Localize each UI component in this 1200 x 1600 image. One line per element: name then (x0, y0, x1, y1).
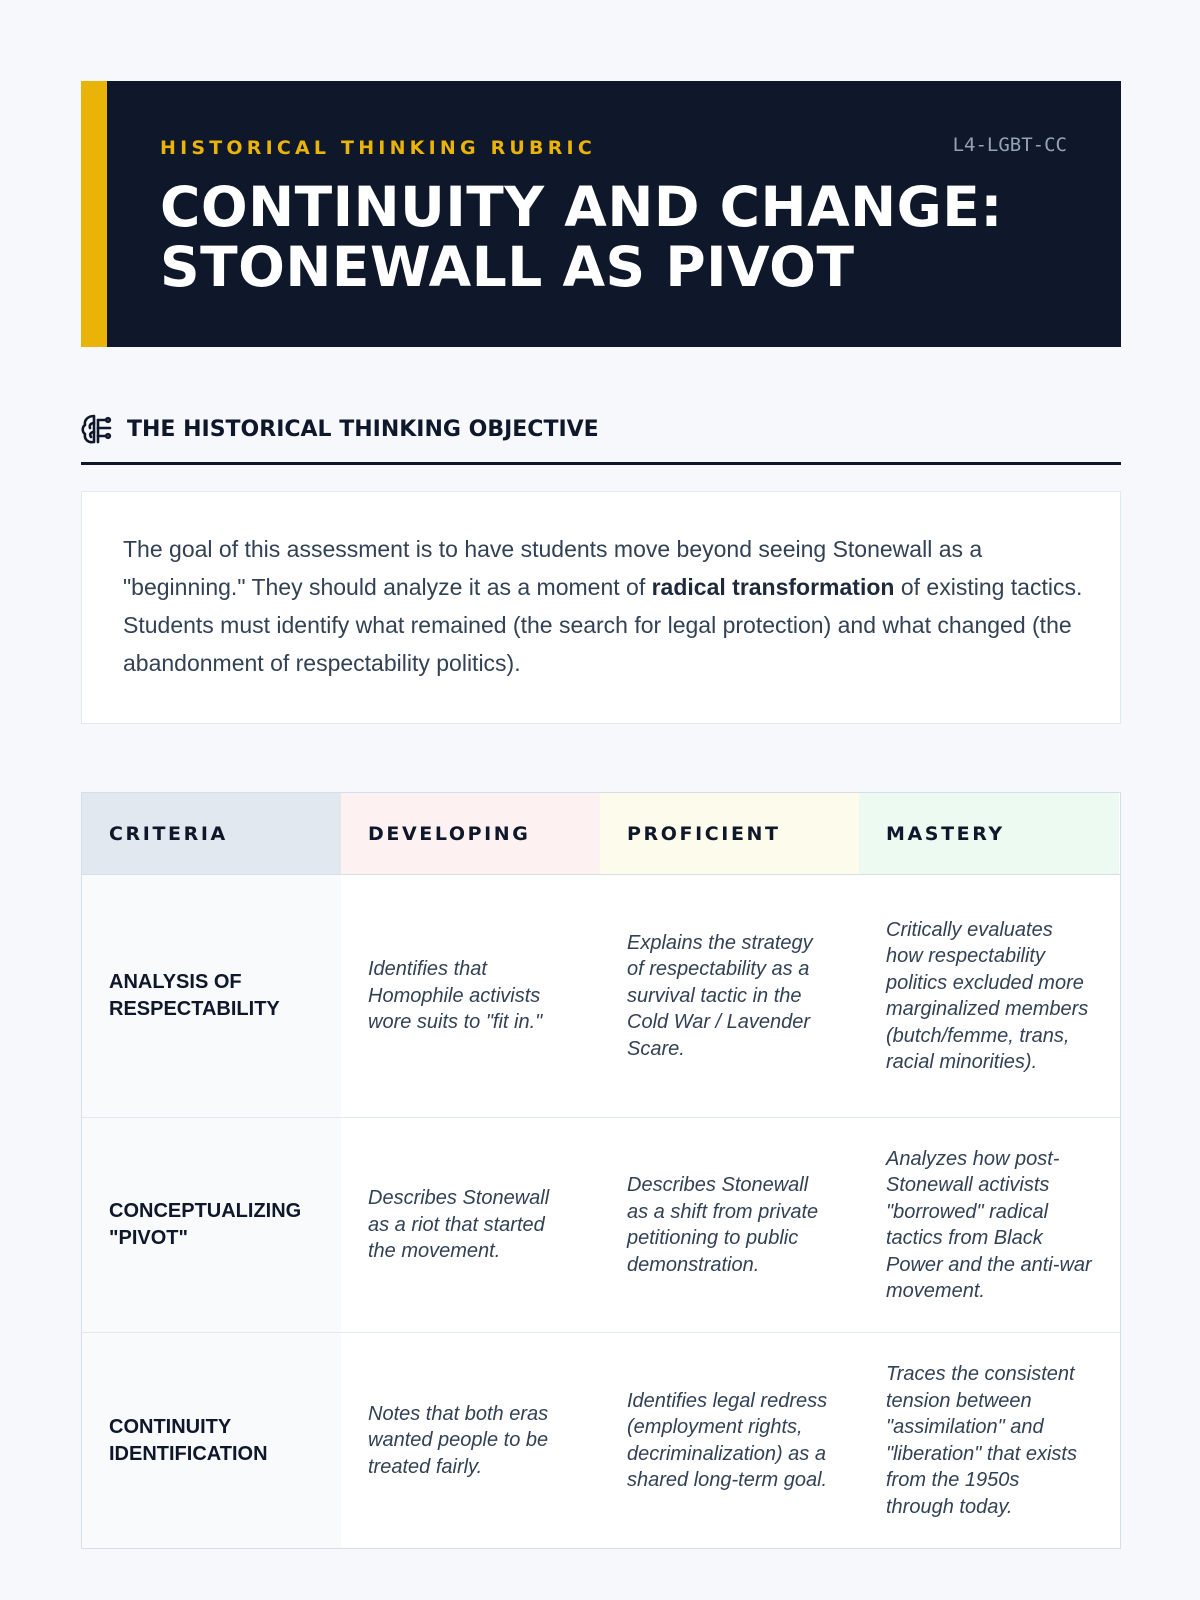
accent-bar (81, 81, 107, 347)
header-developing: DEVELOPING (341, 793, 600, 874)
table-row (82, 1333, 1120, 1548)
mastery-cell: Critically evaluates how respectability politics excluded more marginalized members (butch/femme, trans, racial minorities). (886, 918, 1089, 1073)
rubric-kicker: HISTORICAL THINKING RUBRIC (160, 137, 596, 159)
table-row (82, 1118, 1120, 1333)
developing-cell: Describes Stonewall as a riot that started the movement. (368, 1187, 550, 1263)
proficient-cell: Explains the strategy of respectability as a survival tactic in the Cold War / Lavender Scare. (627, 931, 813, 1060)
criteria-cell: CONTINUITY IDENTIFICATION (82, 1333, 341, 1548)
header-mastery: MASTERY (859, 793, 1119, 874)
table-header-row (82, 793, 1120, 875)
table-row (82, 875, 1120, 1118)
title-line-1: CONTINUITY AND CHANGE: (160, 175, 1003, 239)
objective-card (81, 491, 1121, 724)
objective-text-intro: The goal of this assessment is to have students move beyond seeing Stonewall as a "beginning." They should analyze it as a moment of (123, 536, 983, 600)
objective-section-header (81, 412, 1121, 465)
criteria-cell: ANALYSIS OF RESPECTABILITY (82, 875, 341, 1117)
mastery-cell: Analyzes how post-Stonewall activists "borrowed" radical tactics from Black Power and the anti-war movement. (886, 1147, 1092, 1302)
proficient-cell: Identifies legal redress (employment rights, decriminalization) as a shared long-term goal. (627, 1389, 828, 1491)
developing-cell: Notes that both eras wanted people to be treated fairly. (368, 1402, 549, 1478)
mastery-cell: Traces the consistent tension between "assimilation" and "liberation" that exists from the 1950s through today. (886, 1363, 1077, 1518)
document-code: L4-LGBT-CC (952, 134, 1067, 156)
objective-heading: THE HISTORICAL THINKING OBJECTIVE (127, 417, 599, 442)
title-line-2: STONEWALL AS PIVOT (160, 235, 855, 299)
header-proficient: PROFICIENT (600, 793, 859, 874)
objective-emphasis: radical transformation (651, 574, 895, 600)
objective-text-rest: of existing tactics. Students must identify what remained (the search for legal protection) and what changed (the abandonment of respectability politics). (123, 574, 1083, 676)
brain-icon (81, 412, 113, 446)
criteria-cell: CONCEPTUALIZING "PIVOT" (82, 1118, 341, 1332)
header-criteria: CRITERIA (82, 793, 341, 874)
objective-text (123, 530, 1083, 682)
rubric-table (81, 792, 1121, 1549)
developing-cell: Identifies that Homophile activists wore suits to "fit in." (368, 958, 543, 1034)
page-title (160, 177, 1080, 297)
header-banner (81, 81, 1121, 347)
proficient-cell: Describes Stonewall as a shift from private petitioning to public demonstration. (627, 1174, 819, 1276)
